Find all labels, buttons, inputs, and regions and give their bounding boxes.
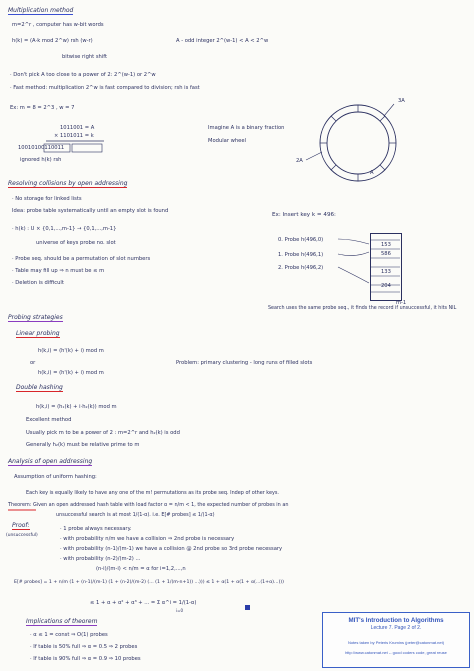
wheel-label-3a: 3A: [398, 98, 405, 104]
resolve-line-6: · Table may fill up ⇒ n must be ≤ m: [12, 268, 105, 274]
analysis-theorem-2: unsuccessful search is at most 1/(1-α). i.e. E[# probes] ≤ 1/(1-α): [56, 512, 215, 518]
linear-formula-1: h(k,i) = (h'(k) + i) mod m: [38, 348, 104, 354]
probe-arrows: [338, 239, 369, 283]
end-mark: [245, 605, 250, 610]
wheel-pointer-3a: [384, 104, 394, 116]
proof-heading: Proof:: [12, 522, 30, 529]
linear-problem: Problem: primary clustering - long runs of filled slots: [176, 360, 313, 366]
linear-formula-2: h(k,i) = (h'(k) + i) mod m: [38, 370, 104, 376]
table-m-minus-1: m-1: [396, 300, 407, 306]
section-heading-analysis: Analysis of open addressing: [8, 458, 93, 465]
mult-bin-1: 1011001 = A: [60, 125, 95, 131]
probe-0: 0. Probe h(496,0): [278, 237, 324, 243]
insert-example-title: Ex: Insert key k = 496:: [272, 212, 336, 218]
double-formula: h(k,i) = (h₁(k) + i·h₂(k)) mod m: [36, 404, 117, 410]
section-heading-resolving: Resolving collisions by open addressing: [8, 180, 128, 187]
proof-line-1: · 1 probe always necessary.: [60, 526, 132, 532]
resolve-line-5: · Probe seq. should be a permutation of slot numbers: [12, 256, 151, 262]
resolve-line-2: Idea: probe table systematically until an empty slot is found: [12, 208, 169, 214]
mult-bin-2: × 1101011 = k: [54, 133, 94, 139]
footer-notes: Notes taken by Peteris Krumins (peter@catonmat.net): [347, 640, 445, 645]
analysis-theorem: Theorem: Given an open addressed hash table with load factor α = n/m < 1, the expected number of probes in an: [8, 502, 289, 508]
mult-line-2: h(k) = (A·k mod 2^w) rsh (w-r): [12, 38, 93, 44]
probe-2: 2. Probe h(496,2): [278, 265, 324, 271]
section-heading-multiplication: Multiplication method: [8, 7, 74, 14]
proof-line-5: (n-i)/(m-i) < n/m = α for i=1,2,...,n: [96, 566, 186, 572]
wheel-pointer-2a: [306, 152, 322, 160]
hash-cell: 204: [381, 283, 391, 289]
expectation-1: E[# probes] = 1 + n/m (1 + (n-1)/(m-1) (1 + (n-2)/(m-2) (... (1 + 1/(m-n+1)) ...))) ≤ 1 + α(1 + α(1 + α(...(1+α)...))): [14, 580, 284, 585]
implication-1: · α ≤ 1 = const ⇒ O(1) probes: [30, 632, 108, 638]
analysis-line-1: Assumption of uniform hashing:: [14, 474, 97, 480]
wheel-ticks: [320, 105, 396, 181]
subheading-double: Double hashing: [16, 384, 63, 391]
proof-line-2: · with probability n/m we have a collision ⇒ 2nd probe is necessary: [60, 536, 235, 542]
search-note: Search uses the same probe seq., it finds the record if unsuccessful, it hits NIL: [268, 306, 457, 311]
rsh-bits-box: [72, 144, 102, 152]
footer-site-link[interactable]: http://www.catonmat.net -- good coders code, great reuse: [345, 650, 447, 655]
wheel-label-a: A: [370, 170, 374, 176]
hk-bits-box: [44, 144, 70, 152]
mult-line-4: A - odd integer 2^(w-1) < A < 2^w: [176, 38, 269, 44]
resolve-line-1: · No storage for linked lists: [12, 196, 82, 202]
mult-line-3: bitwise right shift: [62, 54, 108, 60]
hash-cell: 586: [381, 251, 391, 257]
proof-line-4: · with probability (n-2)/(m-2) ...: [60, 556, 141, 562]
implication-2: · If table is 50% full ⇒ α = 0.5 ⇒ 2 probes: [30, 644, 138, 650]
resolve-line-7: · Deletion is difficult: [12, 280, 64, 286]
section-heading-probing: Probing strategies: [8, 314, 63, 321]
double-note-1: Excellent method: [26, 417, 72, 423]
wheel-note-1: Imagine A is a binary fraction: [208, 125, 285, 131]
footer-subtitle: Lecture 7. Page 2 of 2.: [370, 625, 422, 631]
expectation-2: ≤ 1 + α + α² + α³ + ... = Σ α^i = 1/(1-α): [90, 600, 197, 606]
mult-line-5: · Don't pick A too close to a power of 2: 2^(w-1) or 2^w: [10, 72, 156, 78]
mult-line-7: Ex: m = 8 = 2^3 , w = 7: [10, 105, 75, 111]
mult-line-1: m=2^r , computer has w-bit words: [12, 22, 104, 28]
mult-line-6: · Fast method: multiplication 2^w is fast compared to division; rsh is fast: [10, 85, 200, 91]
probe-1: 1. Probe h(496,1): [278, 252, 324, 258]
resolve-line-4: universe of keys probe no. slot: [36, 240, 116, 246]
subheading-linear: Linear probing: [16, 330, 60, 337]
hash-cell: 153: [381, 242, 391, 248]
footer-title: MIT's Introduction to Algorithms: [348, 617, 444, 624]
double-note-2: Usually pick m to be a power of 2 : m=2^r and h₂(k) is odd: [26, 430, 180, 436]
resolve-line-3: · h(k) : U × {0,1,...,m-1} → {0,1,...,m-1}: [12, 226, 117, 232]
analysis-line-2: Each key is equally likely to have any one of the m! permutations as its probe seq. Indep of other keys.: [26, 490, 279, 496]
proof-kind: (unsuccessful): [6, 533, 38, 538]
linear-or: or: [30, 360, 36, 366]
footer-box: [322, 612, 470, 668]
wheel-note-2: Modular wheel: [208, 138, 246, 144]
hash-cell: 133: [381, 269, 391, 275]
hash-table-rows: [370, 240, 400, 292]
wheel-inner-circle: [327, 112, 389, 174]
double-note-3: Generally h₂(k) must be relative prime to m: [26, 442, 140, 448]
mult-bin-4: ignored h(k) rsh: [20, 157, 62, 163]
mult-bin-3: 10010100110011: [18, 145, 65, 151]
wheel-label-2a: 2A: [296, 158, 303, 164]
implication-3: · If table is 90% full ⇒ α = 0.9 ⇒ 10 probes: [30, 656, 141, 662]
proof-line-3: · with probability (n-1)/(m-1) we have a collision @ 2nd probe so 3rd probe necessary: [60, 546, 283, 552]
section-heading-implications: Implications of theorem: [26, 618, 98, 625]
expectation-sum-index: i=0: [176, 608, 184, 613]
